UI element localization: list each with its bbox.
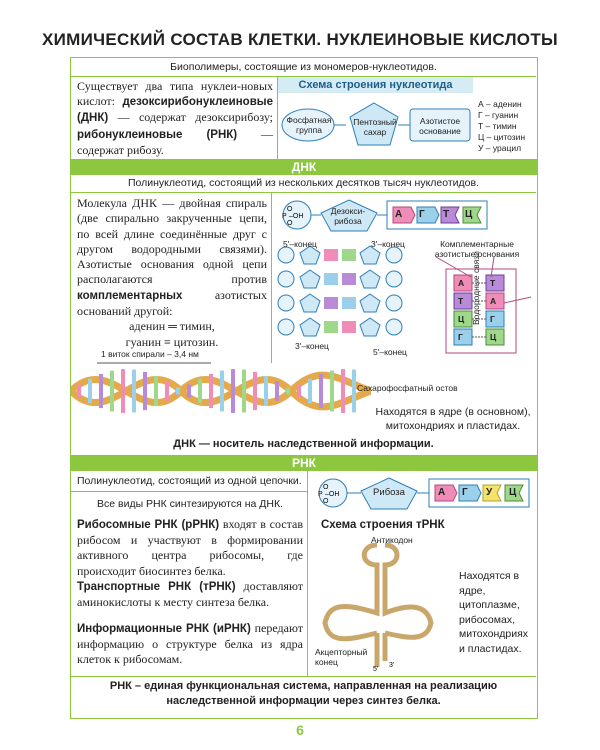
dna-paragraph bbox=[77, 196, 267, 350]
base-label: Азотистое основание bbox=[419, 116, 461, 136]
base-node bbox=[342, 249, 356, 261]
ladder-group bbox=[278, 246, 402, 336]
phosphate-node bbox=[386, 247, 402, 263]
base-node bbox=[324, 249, 338, 261]
intro-text-part: Существует два типа нуклеи-новых кислот: bbox=[77, 79, 273, 109]
dna-nucleotide-diagram bbox=[281, 197, 536, 233]
base-node bbox=[324, 297, 338, 309]
rna-subtitle: Полинуклеотид, состоящий из одной цепочки. bbox=[77, 475, 302, 487]
nucleotide-scheme bbox=[278, 76, 536, 161]
rna-nucleotide-diagram bbox=[315, 475, 537, 511]
legend-item: У – урацил bbox=[478, 143, 522, 153]
dna-subtitle: Полинуклеотид, состоящий из нескольких десятков тысяч нуклеотидов. bbox=[127, 177, 480, 189]
sugar-node bbox=[360, 294, 380, 312]
base-node bbox=[324, 273, 338, 285]
pair-right bbox=[486, 311, 504, 327]
helix-diagram bbox=[71, 361, 371, 423]
intro-text-part: — содержат дезоксирибозу; bbox=[108, 110, 273, 125]
backbone-label: Сахарофосфатный остов bbox=[357, 383, 458, 393]
right-pair-letter: Г bbox=[490, 314, 495, 324]
phosphate-node bbox=[386, 271, 402, 287]
intro-text-box bbox=[71, 76, 278, 161]
sugar-node bbox=[300, 270, 320, 288]
svg-text:O: O bbox=[323, 498, 329, 505]
intro-subtitle: Биополимеры, состоящие из мономеров-нуклеотидов. bbox=[170, 61, 437, 73]
phosphate-node bbox=[386, 319, 402, 335]
rna-bottom-rule bbox=[71, 676, 536, 677]
phosphate-node bbox=[278, 319, 294, 335]
dnk-term: дезоксирибонуклеиновые (ДНК) bbox=[77, 96, 273, 125]
legend-item: А – аденин bbox=[478, 99, 522, 109]
phosphate-node bbox=[278, 295, 294, 311]
sugar-node bbox=[360, 318, 380, 336]
rna-synth: Все виды РНК синтезируются на ДНК. bbox=[97, 498, 284, 510]
rrna-term: Рибосомные РНК (рРНК) bbox=[77, 519, 220, 531]
phosphate-node bbox=[278, 271, 294, 287]
svg-text:P: P bbox=[282, 213, 287, 220]
base-node bbox=[342, 273, 356, 285]
dna-letter: Ц bbox=[465, 209, 473, 220]
rnk-term: рибонуклеиновые (РНК) bbox=[77, 128, 238, 141]
end-5-left: 5'–конец bbox=[283, 239, 317, 249]
complementary-label: Комплементарные азотистые основания bbox=[434, 239, 520, 259]
legend-item: Г – гуанин bbox=[478, 110, 519, 120]
rna-letter: У bbox=[486, 487, 493, 498]
trna-end-3: 3' bbox=[389, 662, 395, 669]
end-3-top: 3'–конец bbox=[371, 239, 405, 249]
mrna-text: передают информацию о структуре белка из ядра клеток к рибосомам. bbox=[77, 621, 303, 667]
sugar-node bbox=[300, 318, 320, 336]
trna-text: доставляют аминокислоты к месту синтеза белка. bbox=[77, 579, 303, 610]
end-5-bottom: 5'–конец bbox=[373, 347, 407, 357]
pair-gc: гуанин ≡ цитозин. bbox=[125, 334, 219, 349]
right-pair-letter: А bbox=[490, 296, 497, 306]
mrna-paragraph bbox=[77, 621, 303, 668]
end-3-bottom: 3'–конец bbox=[295, 341, 329, 351]
dna-panel bbox=[70, 175, 538, 457]
rna-letter: А bbox=[438, 487, 446, 498]
intro-panel bbox=[70, 57, 538, 161]
page-number: 6 bbox=[296, 722, 304, 738]
rna-letter: Г bbox=[462, 487, 468, 498]
svg-text:–OH: –OH bbox=[289, 213, 304, 220]
page-title: ХИМИЧЕСКИЙ СОСТАВ КЛЕТКИ. НУКЛЕИНОВЫЕ КИСЛОТЫ bbox=[42, 30, 558, 49]
coil-label: 1 виток спирали – 3,4 нм bbox=[101, 349, 199, 359]
sugar-node bbox=[360, 270, 380, 288]
dna-text-part: Молекула ДНК — двойная спираль (две спирально закрученные цепи, по всей длине соединённые друг с другом водородными связями). Азотистые основания одной цепи располагаются против bbox=[77, 196, 267, 287]
legend-item: Ц – цитозин bbox=[478, 132, 526, 142]
pair-left bbox=[454, 329, 472, 345]
rna-summary: РНК – единая функциональная система, направленная на реализацию наследственной информации через синтез белка. bbox=[109, 680, 498, 707]
scheme-title: Схема строения нуклеотида bbox=[278, 77, 473, 93]
dna-location: Находятся в ядре (в основном), митохондриях и пластидах. bbox=[375, 406, 531, 432]
ribose-label: Рибоза bbox=[373, 487, 405, 498]
base-node bbox=[342, 321, 356, 333]
complementary-term: комплементарных bbox=[77, 289, 183, 302]
rna-panel bbox=[70, 471, 538, 719]
deoxyribose-label: Дезокси-рибоза bbox=[330, 206, 366, 226]
base-node bbox=[324, 321, 338, 333]
intro-text bbox=[77, 79, 273, 158]
intro-text-part: — содержат рибозу. bbox=[77, 126, 273, 157]
svg-text:O: O bbox=[287, 220, 293, 227]
dna-text-box bbox=[71, 192, 272, 363]
mrna-term: Информационные РНК (иРНК) bbox=[77, 623, 251, 635]
trna-term: Транспортные РНК (тРНК) bbox=[77, 581, 236, 593]
phosphate-node bbox=[386, 295, 402, 311]
base-node bbox=[342, 297, 356, 309]
phosphate-label: Фосфатная группа bbox=[286, 115, 332, 135]
legend-item: Т – тимин bbox=[478, 121, 517, 131]
right-pair-letter: А bbox=[458, 278, 465, 288]
base-legend bbox=[478, 99, 534, 154]
right-pair-letter: Ц bbox=[490, 332, 497, 342]
rna-text-box bbox=[71, 471, 308, 676]
svg-text:P: P bbox=[318, 491, 323, 498]
dna-summary: ДНК — носитель наследственной информации. bbox=[173, 438, 434, 450]
trna-end-5: 5' bbox=[373, 666, 379, 673]
rrna-text: входят в состав рибосом и участвуют в формировании активного центра рибосомы, где происходит биосинтез белка. bbox=[77, 517, 304, 578]
dna-text-part: азотистых оснований другой: bbox=[77, 287, 267, 319]
rna-letter: Ц bbox=[509, 487, 517, 498]
svg-text:O: O bbox=[287, 206, 293, 213]
dna-header: ДНК bbox=[70, 159, 538, 175]
right-pair-letter: Т bbox=[490, 278, 496, 288]
pair-at: аденин ═ тимин, bbox=[129, 319, 215, 334]
right-pair-letter: Г bbox=[458, 332, 463, 342]
right-pair-letter: Ц bbox=[458, 314, 465, 324]
dna-letter: А bbox=[395, 209, 403, 220]
rna-header: РНК bbox=[70, 455, 538, 471]
rna-rule bbox=[71, 491, 307, 492]
rna-location: Находятся в ядре, цитоплазме, рибосомах, митохондриях и пластидах. bbox=[459, 570, 529, 655]
right-pair-letter: Т bbox=[458, 296, 464, 306]
trna-paragraph bbox=[77, 579, 303, 610]
trna-title: Схема строения тРНК bbox=[321, 519, 445, 531]
sugar-label: Пентозный сахар bbox=[353, 117, 397, 137]
phosphate-node bbox=[278, 247, 294, 263]
dna-top-rule bbox=[271, 192, 536, 193]
acceptor-label: Акцепторный конец bbox=[315, 647, 368, 667]
rrna-paragraph bbox=[77, 517, 303, 579]
svg-text:–OH: –OH bbox=[325, 491, 340, 498]
dna-letter: Т bbox=[443, 209, 450, 220]
dna-letter: Г bbox=[419, 209, 425, 220]
sugar-node bbox=[300, 294, 320, 312]
svg-text:O: O bbox=[323, 484, 329, 491]
hydrogen-bonds-label: Водородные связи bbox=[471, 251, 481, 325]
anticodon-label: Антикодон bbox=[371, 535, 413, 545]
